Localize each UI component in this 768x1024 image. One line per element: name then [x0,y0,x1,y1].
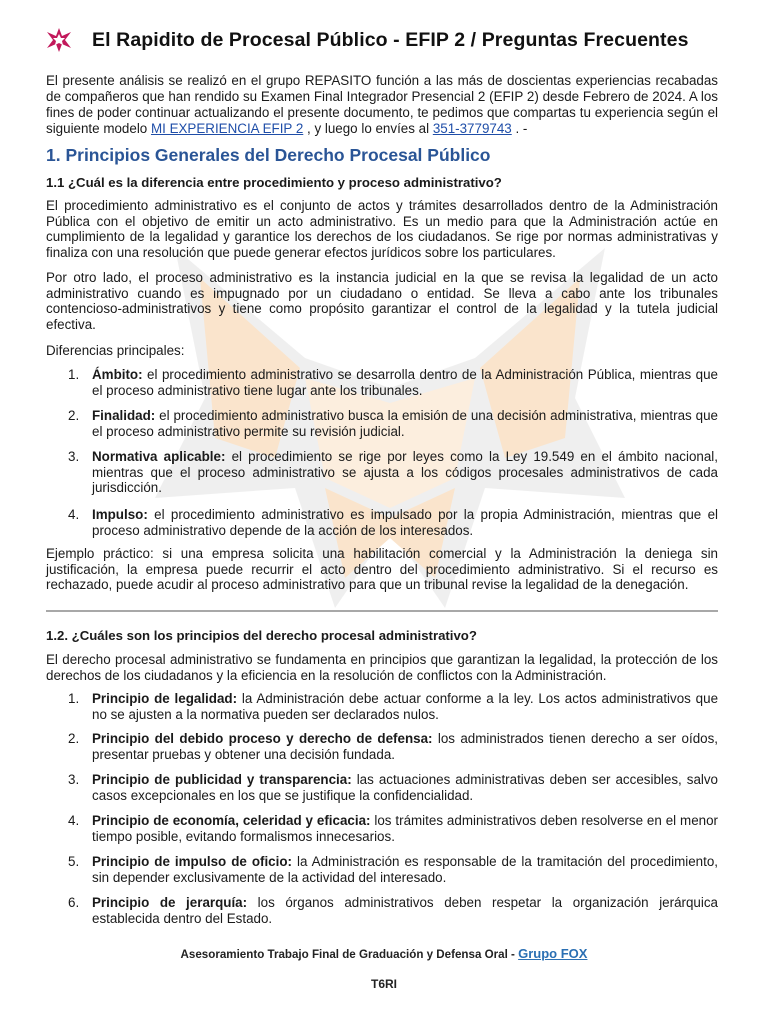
list-item-number: 1. [68,367,80,382]
intro-text-middle: , y luego lo envíes al [303,121,433,136]
section-heading: 1. Principios Generales del Derecho Procesal Público [46,145,491,165]
grupo-fox-link[interactable]: Grupo FOX [518,946,588,961]
list-item [46,507,718,538]
question-title-1-1: 1.1 ¿Cuál es la diferencia entre procedimiento y proceso administrativo? [46,175,502,190]
intro-text-after: . - [511,121,528,136]
list-item-term: Ámbito: [92,367,143,382]
footer-text: Asesoramiento Trabajo Final de Graduación y Defensa Oral - [180,948,519,961]
list-item [46,691,718,731]
list-item-term: Principio de publicidad y transparencia: [92,772,352,787]
list-item-text: el procedimiento administrativo busca la emisión de una decisión administrativa, mientras que el proceso administrativo permite su revisión judicial. [92,408,718,439]
list-item-term: Principio de impulso de oficio: [92,854,292,869]
list-item-term: Impulso: [92,507,148,522]
list-item-text: los trámites administrativos deben resolverse en el menor tiempo posible, evitando formalismos innecesarios. [92,813,718,844]
list-item-text: el procedimiento administrativo es impulsado por la propia Administración, mientras que el proceso administrativo depende de la acción de los interesados. [92,507,718,538]
differences-list [46,367,718,538]
list-item [46,854,718,895]
list-item-text: los órganos administrativos deben respetar la organización jerárquica establecida dentro del Estado. [92,895,718,926]
list-item-number: 4. [68,813,80,828]
list-item [46,408,718,449]
question-title-1-2: 1.2. ¿Cuáles son los principios del derecho procesal administrativo? [46,628,477,643]
list-item-term: Principio del debido proceso y derecho de defensa: [92,731,433,746]
list-item-text: los administrados tienen derecho a ser oídos, presentar pruebas y obtener una decisión fundada. [92,731,718,762]
list-item [46,449,718,507]
list-item-number: 3. [68,772,80,787]
list-item-number: 1. [68,691,80,706]
list-item-term: Normativa aplicable: [92,449,226,464]
magenta-star-logo-icon [46,27,72,53]
list-item-text: las actuaciones administrativas deben ser accesibles, salvo casos excepcionales en los que se justifique la confidencialidad. [92,772,719,803]
list-item-term: Principio de legalidad: [92,691,238,706]
list-item-term: Principio de jerarquía: [92,895,248,910]
list-item-text: el procedimiento se rige por leyes como la Ley 19.549 en el ámbito nacional, mientras que el proceso administrativo se ajusta a los códigos procesales administrativos de cada jurisdicción. [92,449,718,496]
list-item-text: la Administración debe actuar conforme a la ley. Los actos administrativos que no se ajusten a la normativa pueden ser declarados nulos. [92,691,719,722]
q1-paragraph-1: El procedimiento administrativo es el conjunto de actos y trámites desarrollados dentro de la Administración Pública con el objetivo de emitir un acto administrativo. Es un medio para que la Administración actúe en cumplimiento de la legalidad y garantice los derechos de los ciudadanos. Se rige por normas administrativas y finaliza con una resolución que puede generar efectos jurídicos sobre los particulares. [46,198,718,260]
q1-paragraph-2: Por otro lado, el proceso administrativo es la instancia judicial en la que se revisa la legalidad de un acto administrativo cuando es impugnado por un ciudadano o entidad. Se lleva a cabo ante los tribunales contencioso-administrativos y tiene como propósito garantizar el control de la legalidad y la tutela judicial efectiva. [46,270,718,332]
page-footer [0,946,768,961]
intro-text-before: El presente análisis se realizó en el grupo REPASITO función a las más de doscientas experiencias recabadas de compañeros que han rendido su Examen Final Integrador Presencial 2 (EFIP 2) desde Febrero de 2024. A los fines de poder continuar actualizando el presente documento, te pedimos que compartas tu experiencia según el siguiente modelo [46,73,718,136]
document-title: El Rapidito de Procesal Público - EFIP 2 / Preguntas Frecuentes [92,28,689,51]
phone-link[interactable]: 351-3779743 [432,121,512,136]
list-item [46,895,718,926]
list-item-number: 2. [68,731,80,746]
experience-model-link[interactable]: MI EXPERIENCIA EFIP 2 [150,121,304,136]
differences-label: Diferencias principales: [46,343,185,358]
list-item-term: Finalidad: [92,408,156,423]
list-item-number: 6. [68,895,80,910]
document-header [46,25,736,55]
list-item [46,367,718,408]
list-item-text: el procedimiento administrativo se desarrolla dentro de la Administración Pública, mientras que el proceso administrativo tiene lugar ante los tribunales. [92,367,718,398]
intro-paragraph [46,73,718,137]
page-label: T6RI [370,977,397,991]
list-item [46,813,718,854]
q2-paragraph-1: El derecho procesal administrativo se fundamenta en principios que garantizan la legalidad, la protección de los derechos de los ciudadanos y la eficiencia en la resolución de conflictos con la Administración. [46,652,718,683]
section-divider [46,610,718,612]
list-item-number: 3. [68,449,80,464]
practical-example: Ejemplo práctico: si una empresa solicita una habilitación comercial y la Administración la deniega sin justificación, la empresa puede recurrir el acto dentro del procedimiento administrativo. Si el recurso es rechazado, puede acudir al proceso administrativo para que un tribunal revise la legalidad de la denegación. [46,546,718,593]
list-item-term: Principio de economía, celeridad y eficacia: [92,813,371,828]
list-item-number: 4. [68,507,80,522]
list-item [46,731,718,772]
list-item [46,772,718,813]
list-item-number: 2. [68,408,80,423]
list-item-text: la Administración es responsable de la tramitación del procedimiento, sin depender exclusivamente de la actividad del interesado. [92,854,718,885]
principles-list [46,691,718,926]
list-item-number: 5. [68,854,80,869]
